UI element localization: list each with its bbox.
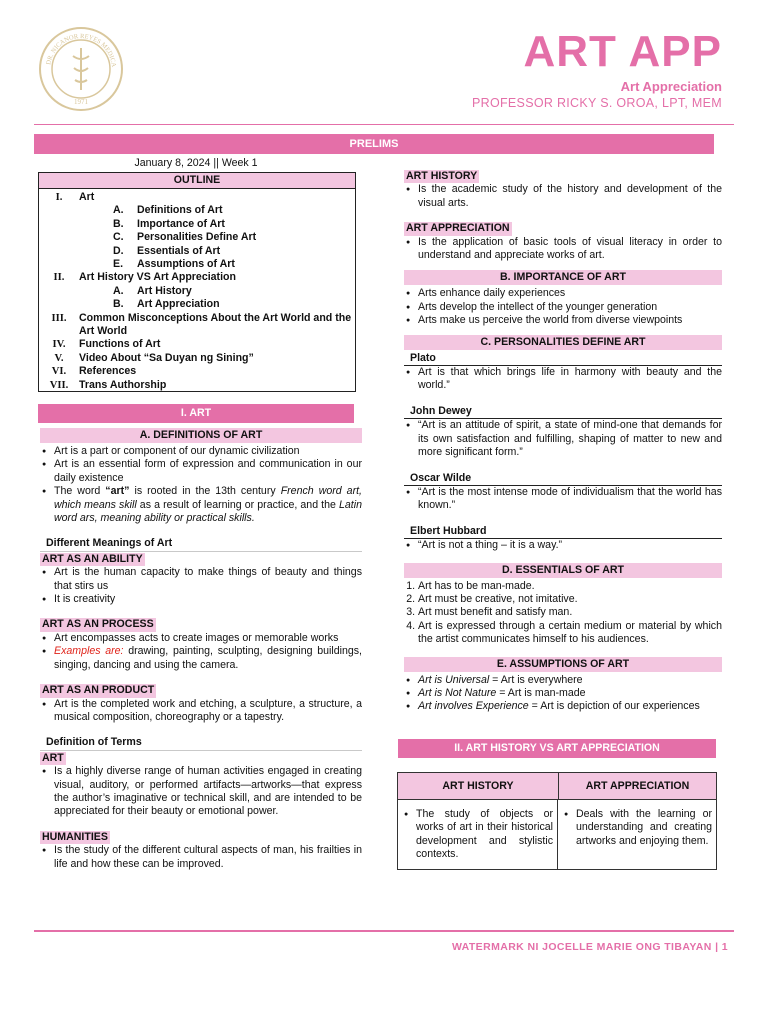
importance-heading: B. IMPORTANCE OF ART: [404, 270, 722, 285]
list-item: ● Art encompasses acts to create images or memorable works: [40, 632, 362, 645]
table-cell: ● Deals with the learning or understanding and creating artworks and enjoying them.: [562, 808, 712, 848]
page-number: 1: [721, 941, 728, 953]
prelims-banner: PRELIMS: [34, 134, 714, 154]
terms-heading: Definition of Terms: [40, 736, 362, 750]
professor-name: PROFESSOR RICKY S. OROA, LPT, MEM: [472, 96, 722, 110]
outline-numeral: IV.: [52, 339, 66, 351]
list-item: ● Art is a part or component of our dynamic civilization: [40, 445, 362, 458]
list-item: ● Art is Universal = Art is everywhere: [404, 674, 722, 687]
left-column: [40, 428, 362, 871]
outline-subitem: [39, 298, 355, 311]
outline-letter: B.: [113, 217, 124, 230]
outline-item: [39, 365, 355, 378]
list-item: ● Arts enhance daily experiences: [404, 287, 722, 300]
list-item: ● “Art is an attitude of spirit, a state of mind-one that demands for its own satisfaction and fulfilling, shaping of matter to new and more significant form.”: [404, 419, 722, 459]
outline-list: [39, 189, 355, 392]
list-item: ● The word “art” is rooted in the 13th century French word art, which means skill as a result of learning or practice, and the Latin word ars, meaning ability or practical skills.: [40, 485, 362, 525]
list-item: ● “Art is the most intense mode of individualism that the world has known.”: [404, 486, 722, 513]
process-label: ART AS AN PROCESS: [42, 618, 154, 631]
wilde-name: Oscar Wilde: [404, 472, 722, 486]
foundation-seal: [38, 26, 124, 112]
hubbard-name: Elbert Hubbard: [404, 525, 722, 539]
product-label: ART AS AN PRODUCT: [42, 684, 155, 697]
outline-letter: E.: [113, 258, 124, 271]
outline-text: Trans Authorship: [79, 378, 167, 391]
table-cell: ● The study of objects or works of art in their historical development and stylistic contexts.: [402, 808, 553, 862]
dewey-name: John Dewey: [404, 405, 722, 419]
list-item: ● Examples are: drawing, painting, sculpting, designing buildings, singing, dancing and using the camera.: [40, 645, 362, 672]
outline-item: [39, 191, 355, 204]
outline-numeral: VII.: [49, 379, 69, 391]
art-term-label: ART: [42, 751, 64, 764]
outline-numeral: II.: [53, 272, 65, 284]
outline-item: [39, 271, 355, 284]
outline-numeral: I.: [55, 192, 63, 203]
list-item: ● Art is the human capacity to make things of beauty and things that stirs us: [40, 566, 362, 593]
table-header-appreciation: ART APPRECIATION: [585, 780, 690, 792]
outline-text: References: [79, 365, 137, 378]
outline-heading: OUTLINE: [39, 173, 355, 189]
ability-label: ART AS AN ABILITY: [42, 552, 143, 565]
list-item: ● Arts make us perceive the world from diverse viewpoints: [404, 314, 722, 327]
outline-text: Common Misconceptions About the Art World and the Art World: [79, 311, 352, 338]
outline-numeral: V.: [54, 352, 64, 364]
list-item: ● Arts develop the intellect of the younger generation: [404, 301, 722, 314]
svg-text:1971: 1971: [74, 98, 88, 106]
outline-subitem: [39, 218, 355, 231]
footer-watermark: WATERMARK NI JOCELLE MARIE ONG TIBAYAN | 1: [451, 941, 728, 953]
list-item: ● Art involves Experience = Art is depiction of our experiences: [404, 700, 722, 713]
header-divider: [34, 124, 734, 125]
outline-subtext: Definitions of Art: [137, 204, 223, 217]
personalities-heading: C. PERSONALITIES DEFINE ART: [404, 335, 722, 350]
list-item: ● Is the academic study of the history and development of the visual arts.: [404, 183, 722, 210]
list-item: 4. Art is expressed through a certain medium or material by which the artist communicates himself to his audiences.: [418, 620, 722, 647]
outline-item: [39, 352, 355, 365]
comparison-table: [397, 772, 717, 870]
outline-subtext: Importance of Art: [137, 217, 225, 230]
outline-subtext: Assumptions of Art: [137, 258, 235, 271]
outline-numeral: VI.: [51, 366, 67, 378]
definitions-list: [40, 445, 362, 525]
list-item: ● “Art is not a thing – it is a way.”: [404, 539, 722, 552]
list-item: ● Art is an essential form of expression and communication in our daily existence: [40, 458, 362, 485]
outline-text: Functions of Art: [79, 338, 161, 351]
app-title: ART APP: [523, 27, 722, 76]
outline-text: Art History VS Art Appreciation: [79, 271, 236, 284]
outline-subitem: [39, 258, 355, 271]
list-item: ● Is a highly diverse range of human activities engaged in creating visual, auditory, or performed artifacts—artworks—that express the author’s imaginative or technical skill, and are intended to be appreciated for their beauty or emotional power.: [40, 765, 362, 819]
definitions-heading: A. DEFINITIONS OF ART: [40, 428, 362, 443]
art-appreciation-label: ART APPRECIATION: [406, 222, 510, 235]
outline-item: [39, 338, 355, 351]
outline-text: Art: [79, 191, 95, 203]
outline-subitem: [39, 285, 355, 298]
outline-letter: A.: [113, 284, 124, 297]
outline-letter: A.: [113, 204, 124, 217]
list-item: 2. Art must be creative, not imitative.: [418, 593, 722, 606]
right-column: [404, 170, 722, 714]
outline-subtext: Personalities Define Art: [137, 231, 257, 244]
list-item: ● Art is the completed work and etching, a sculpture, a structure, a musical composition, choreography or a tapestry.: [40, 698, 362, 725]
outline-letter: C.: [113, 231, 124, 244]
outline-subitem: [39, 204, 355, 217]
plato-name: Plato: [404, 352, 722, 366]
outline-letter: B.: [113, 298, 124, 311]
list-item: ● Is the application of basic tools of visual literacy in order to understand and appreciate works of art.: [404, 236, 722, 263]
essentials-heading: D. ESSENTIALS OF ART: [404, 563, 722, 578]
outline-text: Video About “Sa Duyan ng Sining”: [79, 351, 254, 364]
footer-divider: [34, 930, 734, 932]
outline-numeral: III.: [51, 312, 67, 324]
outline-box: [38, 172, 356, 392]
outline-subtext: Art Appreciation: [137, 298, 220, 311]
date-line: January 8, 2024 || Week 1: [134, 157, 258, 169]
outline-subtext: Art History: [137, 284, 192, 297]
humanities-label: HUMANITIES: [42, 830, 108, 843]
outline-letter: D.: [113, 244, 124, 257]
outline-subtext: Essentials of Art: [137, 244, 221, 257]
meanings-heading: Different Meanings of Art: [40, 537, 362, 551]
list-item: ● Is the study of the different cultural aspects of man, his frailties in life and how these can be improved.: [40, 844, 362, 871]
list-item: ● Art is that which brings life in harmony with beauty and the world.”: [404, 366, 722, 393]
outline-subitem: [39, 231, 355, 244]
table-header-history: ART HISTORY: [398, 773, 559, 799]
subject-name: Art Appreciation: [620, 79, 722, 94]
svg-text:DR. NICANOR REYES MEDICAL FOUN: DR. NICANOR REYES MEDICA: [45, 32, 118, 68]
list-item: ● It is creativity: [40, 593, 362, 606]
outline-item: [39, 312, 355, 339]
list-item: ● Art is Not Nature = Art is man-made: [404, 687, 722, 700]
section-ii-banner: II. ART HISTORY VS ART APPRECIATION: [398, 739, 716, 758]
outline-subitem: [39, 245, 355, 258]
section-i-banner: I. ART: [38, 404, 354, 423]
list-item: 1. Art has to be man-made.: [418, 580, 722, 593]
art-history-label: ART HISTORY: [406, 170, 478, 182]
outline-item: [39, 379, 355, 392]
assumptions-heading: E. ASSUMPTIONS OF ART: [404, 657, 722, 672]
list-item: 3. Art must benefit and satisfy man.: [418, 606, 722, 619]
